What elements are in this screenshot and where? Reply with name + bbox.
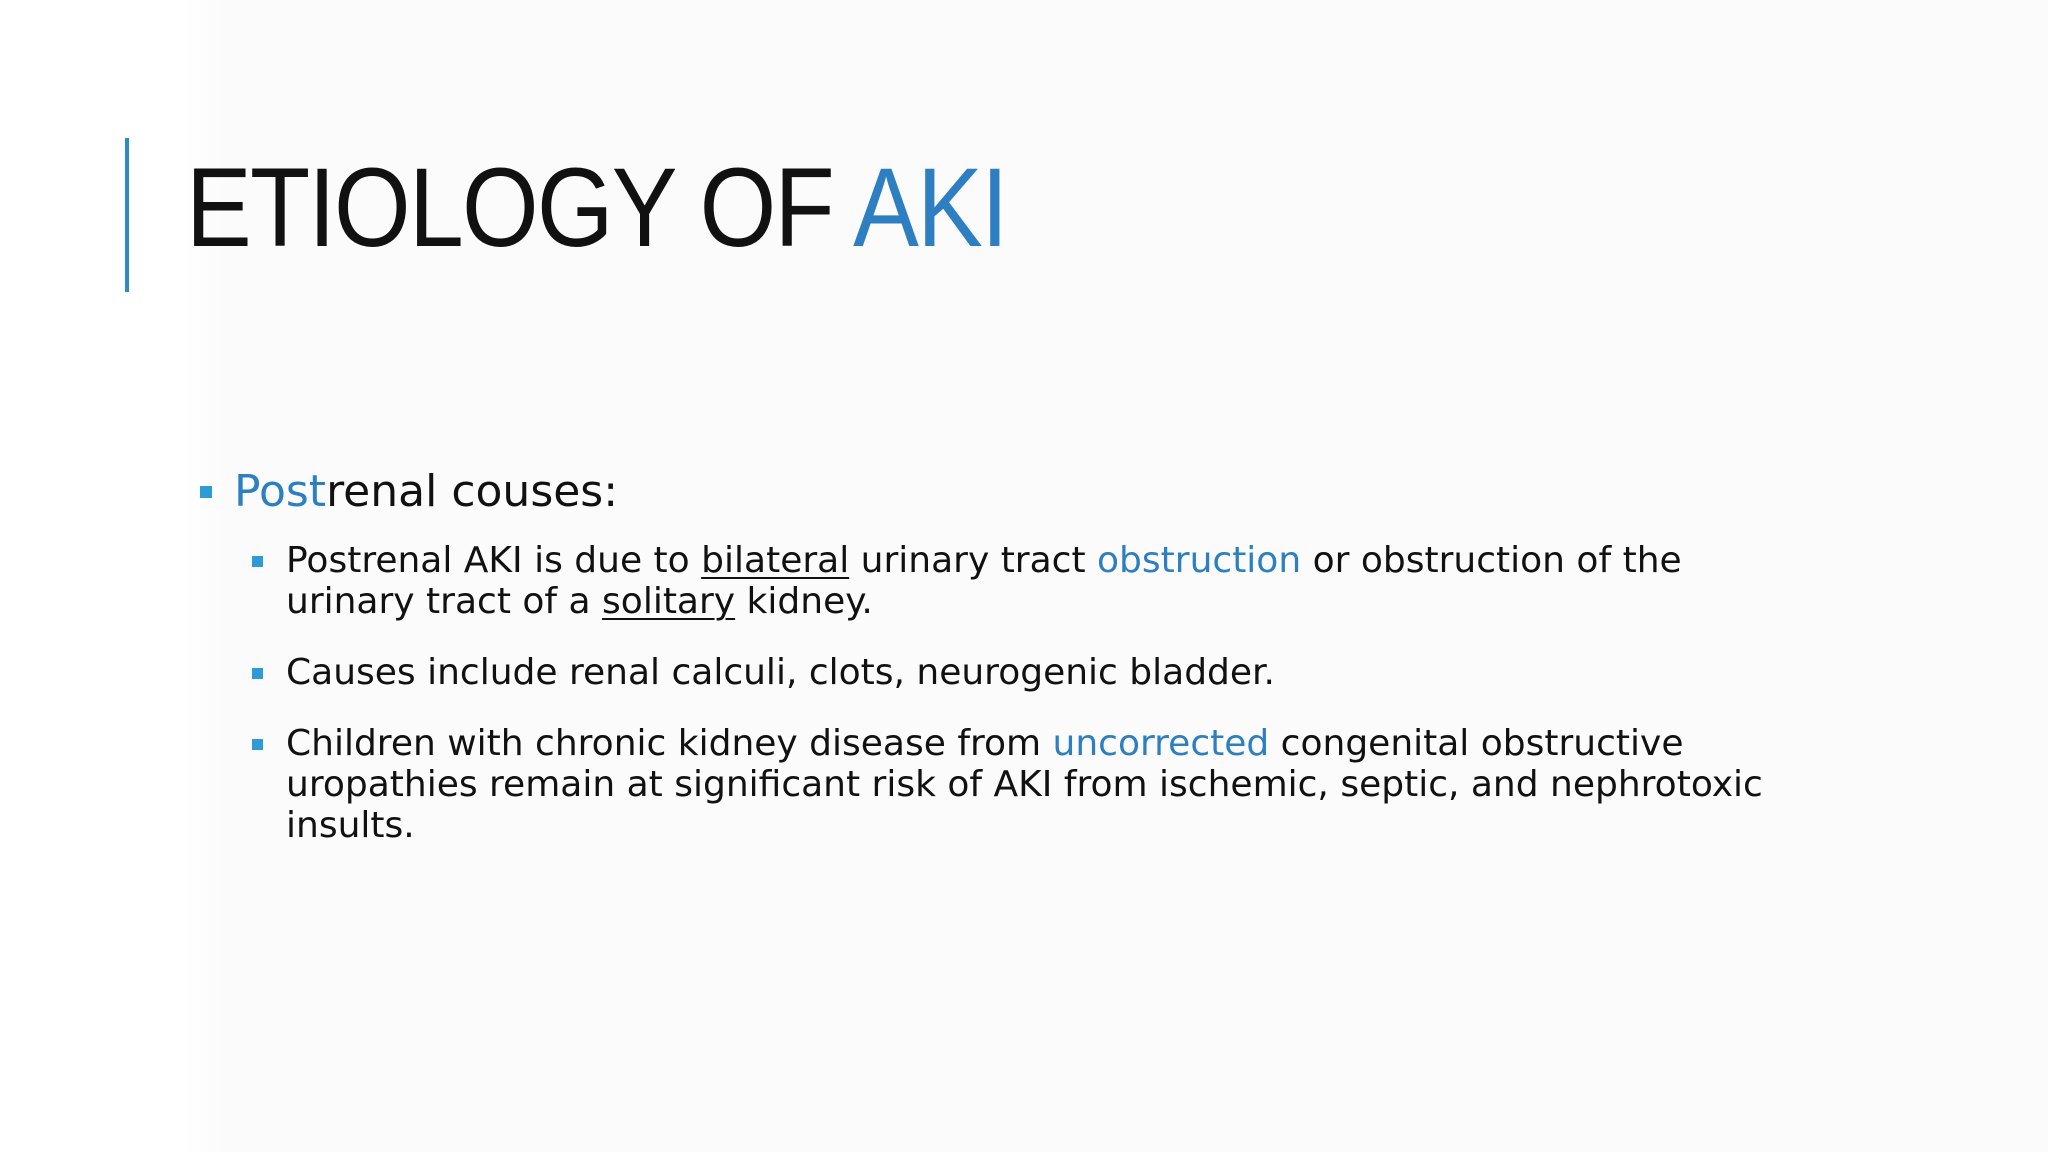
heading-highlight: Post [234,466,327,517]
highlighted-term: obstruction [1097,540,1302,581]
bullet-text: Children with chronic kidney disease from [286,723,1053,764]
bullet-text: kidney. [735,581,873,622]
bullet-text: or obstruction of the urinary tract of a [286,540,1682,622]
square-bullet-icon [252,668,263,679]
square-bullet-icon [252,739,263,750]
underlined-term: bilateral [701,540,850,581]
bullet-item [196,723,1816,846]
slide-title [186,145,1007,270]
title-prefix: ETIOLOGY OF [186,145,854,270]
highlighted-term: uncorrected [1052,723,1270,764]
square-bullet-icon [252,556,263,567]
slide-content [196,462,1816,876]
underlined-term: solitary [602,581,736,622]
title-accent-bar [125,138,129,292]
bullet-text: congenital obstructive uropathies remain at significant risk of AKI from ischemic, septic, and nephrotoxic insults. [286,723,1763,846]
bullet-text: Postrenal AKI is due to [286,540,702,581]
bullet-text: urinary tract [849,540,1098,581]
bullet-text: Causes include renal calculi, clots, neurogenic bladder. [286,652,1275,693]
heading-rest: renal couses: [326,466,619,517]
bullet-item [196,652,1816,693]
square-bullet-icon [200,486,212,498]
bullet-list [196,540,1816,846]
section-heading [196,462,1816,522]
bullet-item [196,540,1816,622]
title-highlight: AKI [853,145,1007,270]
